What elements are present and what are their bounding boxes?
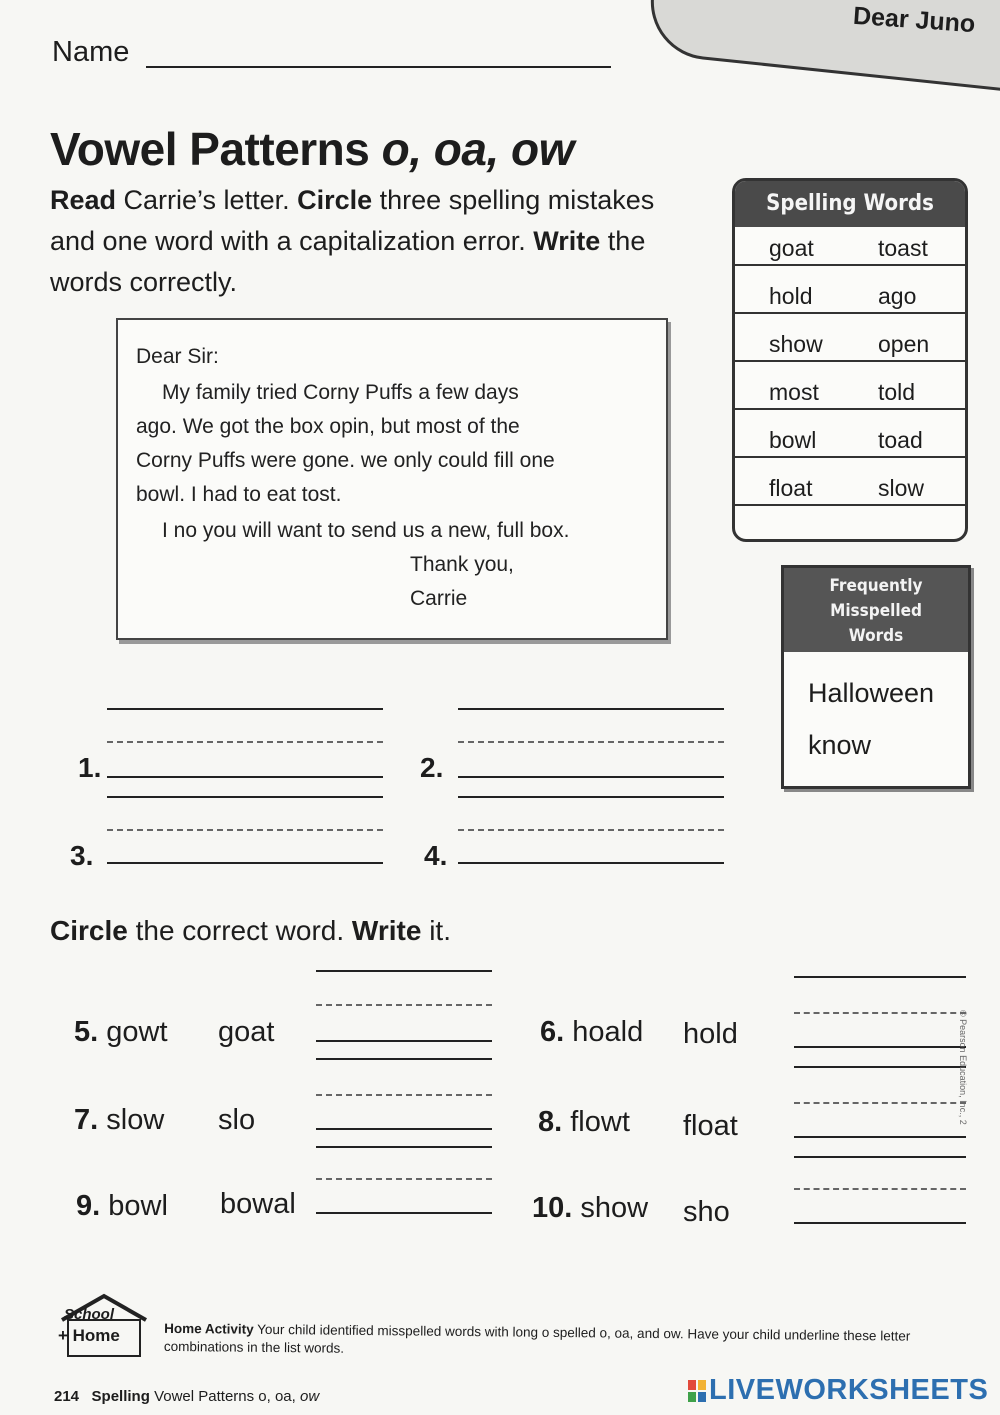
write-line-8[interactable] xyxy=(794,1136,966,1138)
home-activity xyxy=(164,1320,954,1364)
write-line-9[interactable] xyxy=(316,1212,492,1214)
spelling-word: bowl xyxy=(769,427,817,453)
choice-a[interactable]: slow xyxy=(106,1104,165,1136)
spelling-word: ago xyxy=(878,283,917,309)
letter-line[interactable]: Corny Puffs were gone. we only could fill one xyxy=(136,449,555,472)
write-line-5[interactable] xyxy=(316,1040,492,1042)
choice-a[interactable]: flowt xyxy=(570,1106,630,1138)
letter-salutation: Dear Sir: xyxy=(136,345,219,368)
spelling-row xyxy=(735,227,965,275)
letter-line[interactable]: I no you will want to send us a new, full box. xyxy=(162,519,570,542)
choice-b[interactable]: bowal xyxy=(220,1188,296,1220)
write-line-7[interactable] xyxy=(316,1128,492,1130)
write-line-10[interactable] xyxy=(794,1222,966,1224)
choice-b[interactable]: goat xyxy=(218,1016,275,1048)
spelling-word: open xyxy=(878,331,930,357)
item-5 xyxy=(74,1016,168,1049)
section-title: Vowel Patterns o, oa, xyxy=(154,1388,300,1405)
letter-closing: Thank you, xyxy=(410,553,514,576)
choice-a[interactable]: show xyxy=(580,1192,649,1224)
spelling-word: toast xyxy=(878,235,928,261)
spelling-row xyxy=(735,275,965,323)
instr-read: Read xyxy=(50,185,117,215)
logo-text-1: School xyxy=(64,1306,115,1323)
fm-header-line: Words xyxy=(848,626,904,646)
home-activity-label: Home Activity xyxy=(164,1320,254,1337)
frequently-misspelled-box xyxy=(781,565,971,789)
letter-box xyxy=(116,318,668,640)
choice-b[interactable]: sho xyxy=(683,1196,730,1228)
choice-a[interactable]: gowt xyxy=(106,1016,168,1048)
section-title-em: ow xyxy=(299,1388,320,1405)
name-label: Name xyxy=(52,36,130,68)
part2-text-2: it. xyxy=(421,915,451,946)
item-9 xyxy=(76,1190,168,1223)
item-7 xyxy=(74,1104,164,1137)
spelling-row xyxy=(735,467,965,515)
page-title xyxy=(50,122,574,176)
house-icon xyxy=(54,1290,154,1360)
spelling-word: most xyxy=(769,379,819,405)
item-number: 9. xyxy=(76,1190,101,1222)
page-footer xyxy=(54,1388,319,1405)
spelling-word: told xyxy=(878,379,916,405)
answer-label: 2. xyxy=(420,752,444,783)
answer-label: 4. xyxy=(424,840,448,871)
answer-label: 3. xyxy=(70,840,94,871)
part2-write: Write xyxy=(351,915,422,946)
fm-word: know xyxy=(808,730,872,760)
liveworksheets-text: LIVEWORKSHEETS xyxy=(709,1374,989,1406)
item-number: 6. xyxy=(540,1016,565,1048)
answer-label: 1. xyxy=(78,752,102,783)
part2-instructions xyxy=(50,915,451,947)
spelling-word: float xyxy=(769,475,813,501)
section-label: Spelling xyxy=(91,1388,150,1405)
part2-circle: Circle xyxy=(50,915,128,946)
spelling-row xyxy=(735,323,965,371)
school-home-logo xyxy=(54,1290,154,1360)
instr-text-2: three spelling mistakes and one word with a capitalization error. xyxy=(50,185,655,256)
spelling-words-box xyxy=(732,178,968,542)
write-line-6[interactable] xyxy=(794,1046,966,1048)
liveworksheets-logo[interactable] xyxy=(688,1374,988,1407)
letter-line[interactable]: bowl. I had to eat tost. xyxy=(136,483,342,506)
item-8 xyxy=(538,1106,630,1139)
lesson-tab-label: Dear Juno xyxy=(852,1,977,39)
name-input-line[interactable] xyxy=(146,66,611,68)
item-number: 5. xyxy=(74,1016,99,1048)
title-main: Vowel Patterns xyxy=(50,123,382,175)
spelling-word: toad xyxy=(878,427,923,453)
copyright: © Pearson Education, Inc., 2 xyxy=(958,1010,968,1125)
answer-line-3[interactable] xyxy=(107,862,383,864)
spelling-word: goat xyxy=(769,235,814,261)
answer-line-2[interactable] xyxy=(458,776,724,778)
item-6 xyxy=(540,1016,643,1049)
fm-header-line: Misspelled xyxy=(830,601,922,621)
item-10 xyxy=(532,1192,648,1225)
item-number: 8. xyxy=(538,1106,563,1138)
instr-circle: Circle xyxy=(297,185,373,215)
answer-line-1[interactable] xyxy=(107,776,383,778)
liveworksheets-icon xyxy=(688,1380,706,1402)
title-patterns: o, oa, ow xyxy=(381,123,574,175)
choice-a[interactable]: bowl xyxy=(108,1190,168,1222)
letter-line[interactable]: My family tried Corny Puffs a few days xyxy=(162,381,519,404)
home-activity-text: Your child identified misspelled words with long o spelled o, oa, and ow. Have your child underline these letter combinations in the list words. xyxy=(163,1321,911,1356)
choice-b[interactable]: hold xyxy=(683,1018,738,1050)
instr-text-1: Carrie’s letter. xyxy=(116,185,298,215)
letter-line[interactable]: ago. We got the box opin, but most of the xyxy=(136,415,520,438)
fm-header-line: Frequently xyxy=(829,576,923,596)
fm-word: Halloween xyxy=(808,678,935,708)
spelling-word: hold xyxy=(769,283,813,309)
spelling-row xyxy=(735,371,965,419)
logo-text-2: + Home xyxy=(58,1326,120,1345)
page-number: 214 xyxy=(54,1388,80,1405)
item-number: 10. xyxy=(532,1192,573,1224)
item-number: 7. xyxy=(74,1104,99,1136)
spelling-word: show xyxy=(769,331,823,357)
answer-line-4[interactable] xyxy=(458,862,724,864)
spelling-row xyxy=(735,419,965,467)
choice-b[interactable]: slo xyxy=(218,1104,256,1136)
instr-text-3: the words correctly. xyxy=(50,226,646,297)
frequently-misspelled-header xyxy=(784,568,968,652)
choice-b[interactable]: float xyxy=(683,1110,738,1142)
instructions xyxy=(50,180,690,303)
choice-a[interactable]: hoald xyxy=(572,1016,644,1048)
spelling-word: slow xyxy=(878,475,925,501)
spelling-words-header: Spelling Words xyxy=(735,181,965,227)
letter-signature: Carrie xyxy=(410,587,468,610)
instr-write: Write xyxy=(533,226,601,256)
part2-text-1: the correct word. xyxy=(127,915,352,946)
